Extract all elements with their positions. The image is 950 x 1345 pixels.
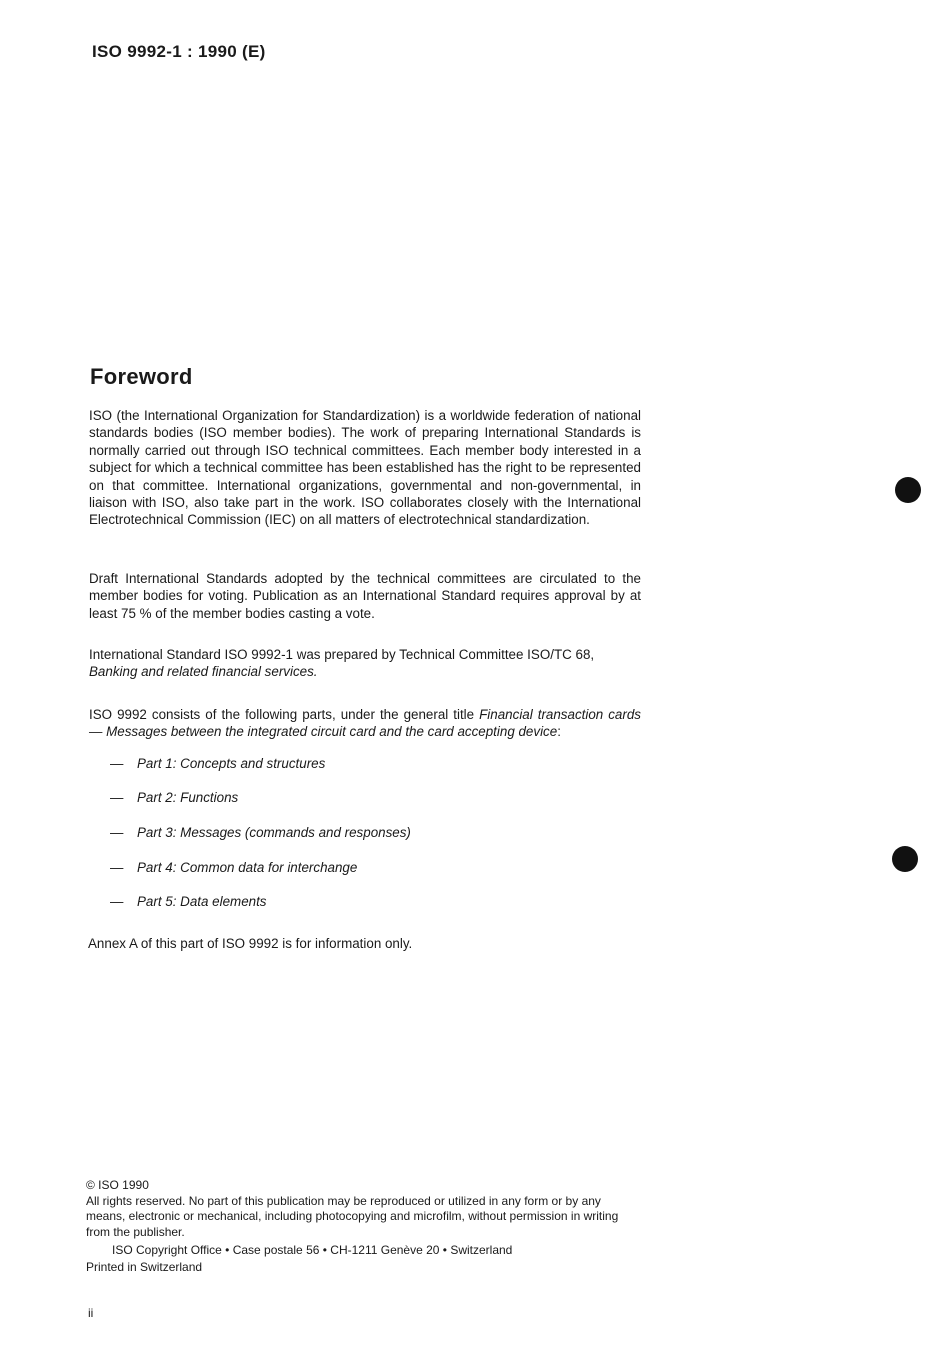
list-item [110, 790, 238, 805]
list-dash: — [110, 860, 124, 875]
part-label: Part 5: Data elements [137, 894, 267, 909]
paragraph-3-text: International Standard ISO 9992-1 was prepared by Technical Committee ISO/TC 68, [89, 647, 595, 662]
binder-hole-icon [895, 477, 921, 503]
document-reference: ISO 9992-1 : 1990 (E) [92, 42, 266, 61]
foreword-paragraph-3 [89, 646, 641, 681]
general-title: Financial transaction cards — Messages between the integrated circuit card and the card accepting device [89, 707, 641, 740]
part-label: Part 2: Functions [137, 790, 239, 805]
foreword-paragraph-1: ISO (the International Organization for Standardization) is a worldwide federation of national standards bodies (ISO member bodies). The work of preparing International Standards is normally carried out through ISO technical committees. Each member body interested in a subject for which a technical committee has been established has the right to be represented on that committee. International organizations, governmental and non-governmental, in liaison with ISO, also take part in the work. ISO collaborates closely with the International Electrotechnical Commission (IEC) on all matters of electrotechnical standardization. [89, 408, 641, 528]
paragraph-4-end: : [557, 724, 561, 740]
list-item [110, 860, 357, 875]
part-label: Part 3: Messages (commands and responses) [137, 825, 411, 840]
part-label: Part 1: Concepts and structures [137, 756, 326, 771]
copyright-notice: © ISO 1990 [86, 1178, 149, 1192]
annex-note: Annex A of this part of ISO 9992 is for information only. [88, 936, 413, 951]
foreword-paragraph-2: Draft International Standards adopted by the technical committees are circulated to the member bodies for voting. Publication as an International Standard requires approval by at least 75 % of the member bodies casting a vote. [89, 571, 641, 621]
committee-title: Banking and related financial services. [89, 664, 318, 680]
list-item [110, 756, 325, 771]
copyright-block [86, 1178, 641, 1275]
page-title: Foreword [90, 364, 193, 389]
binder-hole-icon [892, 846, 918, 872]
list-dash: — [110, 825, 124, 840]
list-dash: — [110, 790, 124, 805]
printed-in: Printed in Switzerland [86, 1259, 203, 1274]
list-item [110, 894, 267, 909]
copyright-office: ISO Copyright Office • Case postale 56 • CH-1211 Genève 20 • Switzerland [112, 1243, 513, 1257]
list-item [110, 825, 411, 840]
part-label: Part 4: Common data for interchange [137, 860, 358, 875]
list-dash: — [110, 894, 124, 909]
list-dash: — [110, 756, 124, 771]
foreword-paragraph-4 [89, 706, 641, 741]
page-number: ii [88, 1306, 94, 1320]
rights-statement: All rights reserved. No part of this publication may be reproduced or utilized in any form or by any means, electronic or mechanical, including photocopying and microfilm, without permission in writing from the publisher. [86, 1193, 619, 1239]
paragraph-4-text: ISO 9992 consists of the following parts, under the general title [89, 707, 475, 722]
